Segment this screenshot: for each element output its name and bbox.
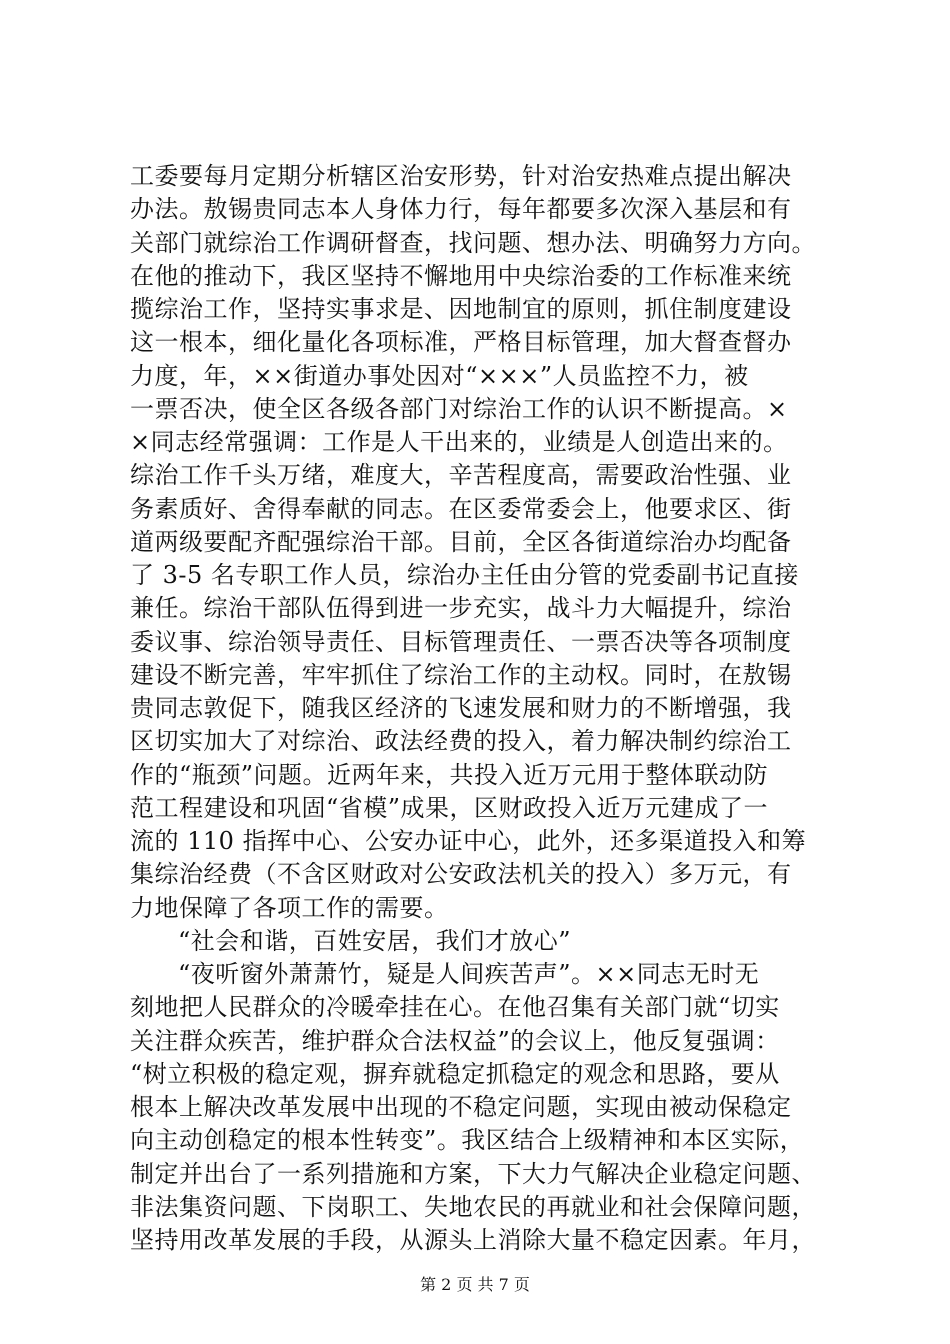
- body-line: 贵同志敦促下，随我区经济的飞速发展和财力的不断增强，我: [130, 694, 792, 722]
- body-line: 揽综治工作，坚持实事求是、因地制宜的原则，抓住制度建设: [130, 295, 792, 323]
- body-line: “树立积极的稳定观，摒弃就稳定抓稳定的观念和思路，要从: [130, 1060, 780, 1088]
- body-line: 了 3-5 名专职工作人员，综治办主任由分管的党委副书记直接: [130, 561, 799, 589]
- body-line: 建设不断完善，牢牢抓住了综治工作的主动权。同时，在敖锡: [130, 661, 792, 689]
- body-line: 非法集资问题、下岗职工、失地农民的再就业和社会保障问题，: [130, 1193, 816, 1221]
- body-line: 关注群众疾苦，维护群众合法权益”的会议上，他反复强调：: [130, 1027, 780, 1055]
- body-line: 关部门就综治工作调研督查，找问题、想办法、明确努力方向。: [130, 229, 816, 257]
- body-line: 力度，年，××街道办事处因对“×××”人员监控不力，被: [130, 362, 749, 390]
- body-line: 办法。敖锡贵同志本人身体力行，每年都要多次深入基层和有: [130, 195, 792, 223]
- page-footer: 第 2 页 共 7 页: [420, 1275, 530, 1294]
- body-line: 综治工作千头万绪，难度大，辛苦程度高，需要政治性强、业: [130, 461, 792, 489]
- body-line: 兼任。综治干部队伍得到进一步充实，战斗力大幅提升，综治: [130, 594, 792, 622]
- body-line: 委议事、综治领导责任、目标管理责任、一票否决等各项制度: [130, 628, 792, 656]
- body-line: 制定并出台了一系列措施和方案，下大力气解决企业稳定问题、: [130, 1160, 816, 1188]
- body-line: 范工程建设和巩固“省模”成果，区财政投入近万元建成了一: [130, 794, 769, 822]
- body-line: 力地保障了各项工作的需要。: [130, 894, 449, 922]
- body-line: 刻地把人民群众的冷暖牵挂在心。在他召集有关部门就“切实: [130, 993, 780, 1021]
- body-line: 这一根本，细化量化各项标准，严格目标管理，加大督查督办: [130, 328, 792, 356]
- body-line: 流的 110 指挥中心、公安办证中心，此外，还多渠道投入和筹: [130, 827, 807, 855]
- body-line: 区切实加大了对综治、政法经费的投入，着力解决制约综治工: [130, 727, 792, 755]
- body-line: 坚持用改革发展的手段，从源头上消除大量不稳定因素。年月，: [130, 1226, 816, 1254]
- section-heading: “社会和谐，百姓安居，我们才放心”: [178, 927, 572, 955]
- body-line: 一票否决，使全区各级各部门对综治工作的认识不断提高。×: [130, 395, 788, 423]
- body-line: “夜听窗外萧萧竹，疑是人间疾苦声”。××同志无时无: [178, 960, 760, 988]
- body-line: 在他的推动下，我区坚持不懈地用中央综治委的工作标准来统: [130, 262, 792, 290]
- body-line: 务素质好、舍得奉献的同志。在区委常委会上，他要求区、街: [130, 495, 792, 523]
- body-line: 作的“瓶颈”问题。近两年来，共投入近万元用于整体联动防: [130, 761, 769, 789]
- body-line: 根本上解决改革发展中出现的不稳定问题，实现由被动保稳定: [130, 1093, 792, 1121]
- body-line: ×同志经常强调：工作是人干出来的，业绩是人创造出来的。: [130, 428, 788, 456]
- body-line: 道两级要配齐配强综治干部。目前，全区各街道综治办均配备: [130, 528, 792, 556]
- body-line: 工委要每月定期分析辖区治安形势，针对治安热难点提出解决: [130, 162, 792, 190]
- body-line: 向主动创稳定的根本性转变”。我区结合上级精神和本区实际，: [130, 1126, 805, 1154]
- body-line: 集综治经费（不含区财政对公安政法机关的投入）多万元，有: [130, 860, 792, 888]
